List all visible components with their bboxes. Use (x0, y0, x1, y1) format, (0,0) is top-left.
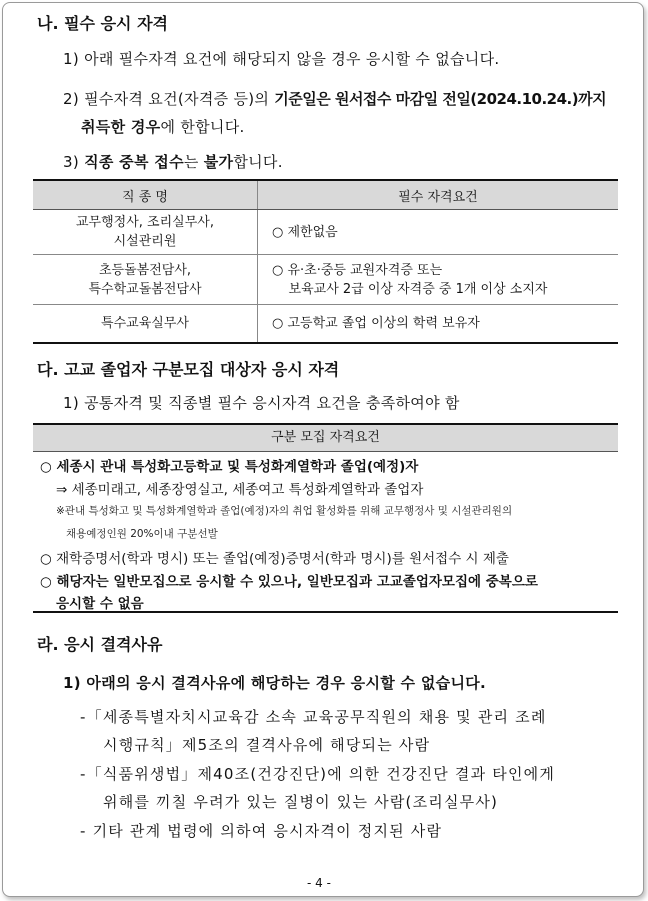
box-bottom-rule (33, 611, 618, 613)
job-cell (33, 305, 258, 343)
note-line-2: 채용예정인원 20%이내 구분선발 (66, 528, 218, 540)
item-2-bold2: 취득한 경우 (81, 118, 161, 136)
req-cell (258, 255, 619, 305)
item-2-bold1: 기준일은 원서접수 마감일 전일(2024.10.24.)까지 (274, 90, 607, 108)
section-na-item-2-line2 (81, 116, 245, 137)
job-line: 특수학교돌봄전담사 (88, 281, 202, 297)
section-da-item-1: 1) 공통자격 및 직종별 필수 응시자격 요건을 충족하여야 함 (63, 394, 460, 412)
table-row (33, 210, 618, 255)
item-3-bold1: 직종 중복 접수 (84, 153, 184, 171)
section-ra-title: 라. 응시 결격사유 (37, 635, 163, 654)
section-na-title: 나. 필수 응시 자격 (37, 14, 168, 33)
section-na-item-2-line1 (63, 88, 606, 109)
job-cell (33, 210, 258, 255)
section-na-item-3 (63, 151, 283, 172)
bullet-duplicate-warning-cont: 응시할 수 없음 (56, 596, 144, 612)
table-row (33, 305, 618, 343)
header-requirement: 필수 자격요건 (258, 180, 619, 210)
req-line: ○ 고등학교 졸업 이상의 학력 보유자 (272, 315, 480, 331)
disqualification-1-line1: -「세종특별자치시교육감 소속 교육공무직원의 채용 및 관리 조례 (80, 708, 547, 726)
bullet-school-list: ⇒ 세종미래고, 세종장영실고, 세종여고 특성화계열학과 졸업자 (56, 482, 424, 498)
section-na-item-1: 1) 아래 필수자격 요건에 해당되지 않을 경우 응시할 수 없습니다. (63, 50, 500, 68)
job-line: 특수교육실무사 (101, 315, 189, 331)
header-job-name: 직 종 명 (33, 180, 258, 210)
disqualification-2-line1: -「식품위생법」제40조(건강진단)에 의한 건강진단 결과 타인에게 (80, 765, 556, 783)
req-cell (258, 210, 619, 255)
req-line: ○ 제한없음 (272, 224, 338, 240)
requirements-table (33, 179, 618, 344)
job-line: 교무행정사, 조리실무사, (76, 215, 214, 230)
disqualification-3: - 기타 관계 법령에 의하여 응시자격이 정지된 사람 (80, 822, 443, 840)
bullet-duplicate-warning: ○ 해당자는 일반모집으로 응시할 수 있으나, 일반모집과 고교졸업자모집에 중복으로 (40, 574, 538, 590)
job-line: 초등돌봄전담사, (98, 262, 192, 278)
job-cell (33, 255, 258, 305)
item-2-prefix: 2) 필수자격 요건(자격증 등)의 (63, 90, 275, 108)
disqualification-1-line2: 시행규칙」제5조의 결격사유에 해당되는 사람 (103, 736, 431, 754)
item-3-bold2: 불가 (203, 153, 234, 171)
job-line: 시설관리원 (113, 234, 177, 249)
req-line: 보육교사 2급 이상 자격증 중 1개 이상 소지자 (272, 281, 548, 297)
bullet-certificate: ○ 재학증명서(학과 명시) 또는 졸업(예정)증명서(학과 명시)를 원서접수 시 제출 (40, 551, 509, 567)
note-line-1: ※관내 특성화고 및 특성화계열학과 졸업(예정)자의 취업 활성화를 위해 교무행정사 및 시설관리원의 (56, 505, 513, 517)
box-header: 구분 모집 자격요건 (33, 423, 618, 452)
disqualification-2-line2: 위해를 끼칠 우려가 있는 질병이 있는 사람(조리실무사) (103, 793, 499, 811)
item-2-suffix: 에 한합니다. (160, 118, 245, 136)
table-header-row (33, 180, 618, 210)
section-da-title: 다. 고교 졸업자 구분모집 대상자 응시 자격 (37, 360, 340, 379)
item-3-prefix: 3) (63, 153, 85, 171)
bullet-local-graduates: ○ 세종시 관내 특성화고등학교 및 특성화계열학과 졸업(예정)자 (40, 459, 419, 475)
section-ra-item-1: 1) 아래의 응시 결격사유에 해당하는 경우 응시할 수 없습니다. (63, 674, 487, 692)
item-3-suffix: 합니다. (233, 153, 283, 171)
table-row (33, 255, 618, 305)
req-cell (258, 305, 619, 343)
item-3-mid: 는 (183, 153, 204, 171)
req-line: ○ 유·초·중등 교원자격증 또는 (272, 262, 443, 278)
page-number: - 4 - (307, 876, 331, 890)
